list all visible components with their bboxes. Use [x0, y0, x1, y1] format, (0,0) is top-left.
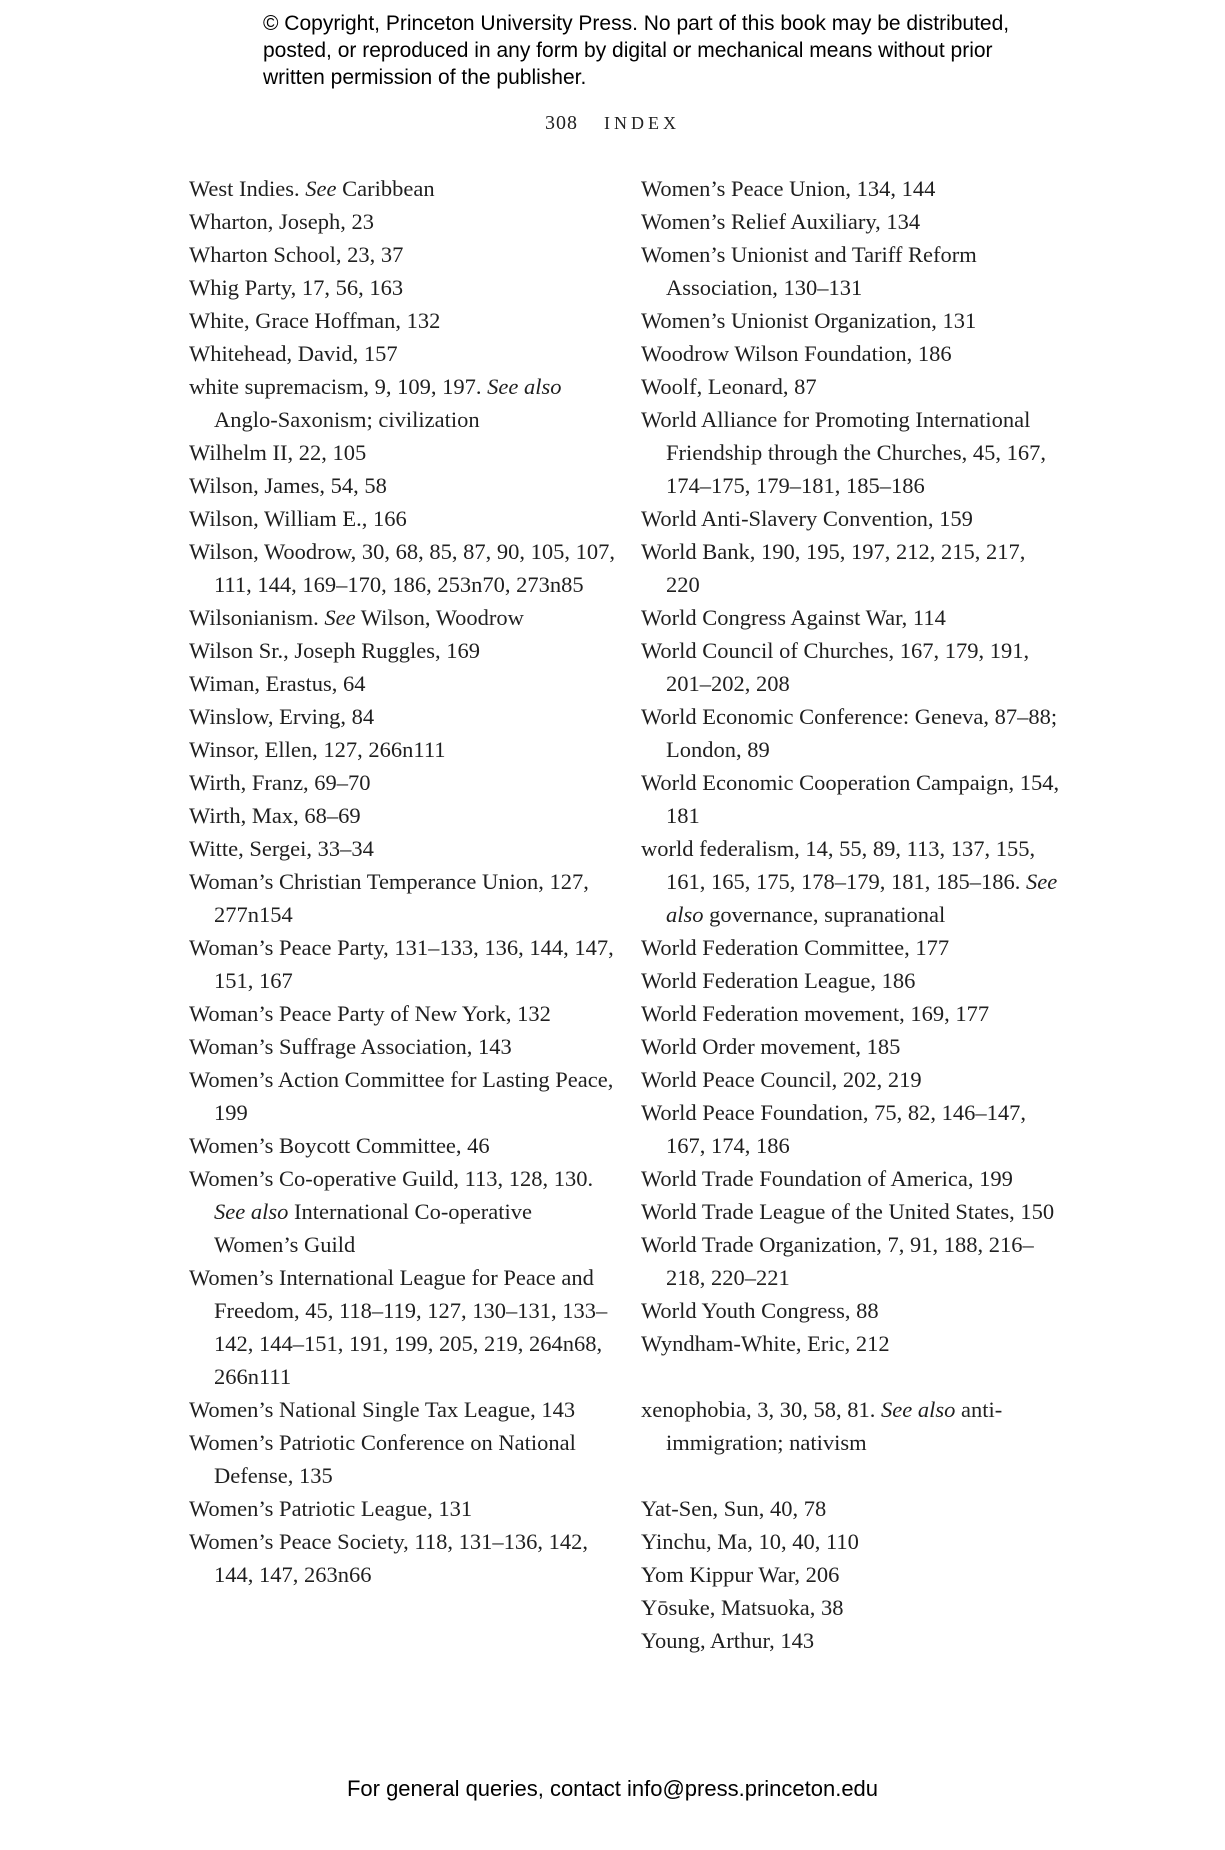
- index-entry: [641, 1096, 1061, 1162]
- index-entry: [641, 964, 1061, 997]
- copyright-notice: © Copyright, Princeton University Press. No part of this book may be distributed, posted, or reproduced in any form by digital or mechanical means without prior written permission of the publisher.: [263, 12, 1010, 89]
- entry-text: Women’s Unionist Organization, 131: [641, 308, 977, 333]
- index-entry: [641, 1162, 1061, 1195]
- entry-text: Woolf, Leonard, 87: [641, 374, 817, 399]
- index-entry: [641, 403, 1061, 502]
- index-entry: [641, 1591, 1061, 1624]
- footer-contact: For general queries, contact info@press.princeton.edu: [346, 1776, 879, 1801]
- entry-text: World Trade Foundation of America, 199: [641, 1166, 1013, 1191]
- entry-text: Wharton, Joseph, 23: [189, 209, 374, 234]
- entry-text: Women’s Peace Union, 134, 144: [641, 176, 936, 201]
- see-reference: See also: [880, 1397, 956, 1422]
- cross-reference-target: anti-immigration; nativism: [666, 1397, 1003, 1455]
- entry-text: white supremacism, 9, 109, 197.: [189, 374, 488, 399]
- cross-reference-target: Caribbean: [336, 176, 435, 201]
- entry-text: Women’s International League for Peace and Freedom, 45, 118–119, 127, 130–131, 133–142, 144–151, 191, 199, 205, 219, 264n68, 266n111: [189, 1265, 608, 1389]
- entry-text: Women’s Patriotic Conference on National Defense, 135: [189, 1430, 576, 1488]
- index-entry: [189, 634, 619, 667]
- entry-text: Woman’s Peace Party, 131–133, 136, 144, 147, 151, 167: [189, 935, 614, 993]
- index-column-right: [641, 172, 1061, 1657]
- index-entry: [189, 931, 619, 997]
- index-entry: [641, 337, 1061, 370]
- index-entry: [189, 172, 619, 205]
- entry-text: World Order movement, 185: [641, 1034, 901, 1059]
- entry-text: xenophobia, 3, 30, 58, 81.: [641, 1397, 881, 1422]
- entry-text: Women’s Unionist and Tariff Reform Association, 130–131: [641, 242, 977, 300]
- entry-text: World Federation Committee, 177: [641, 935, 950, 960]
- entry-text: World Peace Foundation, 75, 82, 146–147, 167, 174, 186: [641, 1100, 1027, 1158]
- index-entry: [641, 1228, 1061, 1294]
- index-entry: [189, 535, 619, 601]
- index-entry: [189, 469, 619, 502]
- index-entry: [641, 1393, 1061, 1459]
- index-entry: [641, 997, 1061, 1030]
- index-entry: [189, 304, 619, 337]
- cross-reference-target: International Co-operative Women’s Guild: [214, 1199, 533, 1257]
- cross-reference-target: governance, supranational: [703, 902, 946, 927]
- index-entry: [641, 1030, 1061, 1063]
- index-entry: [189, 997, 619, 1030]
- index-entry: [641, 1624, 1061, 1657]
- see-reference: See also: [666, 869, 1058, 927]
- entry-text: World Council of Churches, 167, 179, 191, 201–202, 208: [641, 638, 1030, 696]
- index-entry: [189, 733, 619, 766]
- entry-text: Wirth, Franz, 69–70: [189, 770, 371, 795]
- entry-text: World Economic Cooperation Campaign, 154, 181: [641, 770, 1060, 828]
- entry-text: Wilsonianism.: [189, 605, 325, 630]
- index-entry: [641, 634, 1061, 700]
- entry-text: Woman’s Christian Temperance Union, 127, 277n154: [189, 869, 589, 927]
- index-entry: [641, 1294, 1061, 1327]
- entry-text: Women’s Relief Auxiliary, 134: [641, 209, 921, 234]
- entry-text: World Anti-Slavery Convention, 159: [641, 506, 973, 531]
- index-entry: [189, 205, 619, 238]
- entry-text: World Peace Council, 202, 219: [641, 1067, 922, 1092]
- entry-text: Women’s Patriotic League, 131: [189, 1496, 473, 1521]
- see-reference: See also: [214, 1199, 289, 1224]
- index-entry: [189, 700, 619, 733]
- index-entry: [189, 337, 619, 370]
- index-entry: [641, 502, 1061, 535]
- index-entry: [189, 865, 619, 931]
- index-entry: [641, 238, 1061, 304]
- index-entry: [189, 1393, 619, 1426]
- index-entry: [641, 304, 1061, 337]
- entry-text: Whitehead, David, 157: [189, 341, 398, 366]
- index-entry: [641, 1063, 1061, 1096]
- index-entry: [641, 172, 1061, 205]
- entry-text: Yom Kippur War, 206: [641, 1562, 840, 1587]
- entry-text: World Congress Against War, 114: [641, 605, 946, 630]
- index-entry: [641, 1525, 1061, 1558]
- entry-text: Wiman, Erastus, 64: [189, 671, 366, 696]
- entry-text: World Bank, 190, 195, 197, 212, 215, 217, 220: [641, 539, 1026, 597]
- entry-text: Women’s Action Committee for Lasting Peace, 199: [189, 1067, 614, 1125]
- entry-text: Wilson, Woodrow, 30, 68, 85, 87, 90, 105, 107, 111, 144, 169–170, 186, 253n70, 273n85: [189, 539, 616, 597]
- index-entry: [641, 535, 1061, 601]
- index-entry: [641, 601, 1061, 634]
- entry-text: Yinchu, Ma, 10, 40, 110: [641, 1529, 859, 1554]
- page-number: 308: [545, 112, 578, 134]
- entry-text: World Alliance for Promoting International Friendship through the Churches, 45, 167, 174–175, 179–181, 185–186: [641, 407, 1046, 498]
- index-entry: [189, 832, 619, 865]
- entry-text: world federalism, 14, 55, 89, 113, 137, 155, 161, 165, 175, 178–179, 181, 185–186.: [641, 836, 1036, 894]
- entry-text: Young, Arthur, 143: [641, 1628, 815, 1653]
- index-entry: [189, 436, 619, 469]
- entry-text: Wirth, Max, 68–69: [189, 803, 361, 828]
- entry-text: World Economic Conference: Geneva, 87–88; London, 89: [641, 704, 1058, 762]
- index-entry: [189, 1525, 619, 1591]
- index-entry: [641, 832, 1061, 931]
- index-column-left: [189, 172, 619, 1591]
- index-entry: [189, 601, 619, 634]
- entry-text: Women’s Peace Society, 118, 131–136, 142, 144, 147, 263n66: [189, 1529, 588, 1587]
- entry-text: Women’s National Single Tax League, 143: [189, 1397, 576, 1422]
- index-entry: [641, 1492, 1061, 1525]
- see-reference: See: [305, 176, 337, 201]
- index-entry: [641, 1327, 1061, 1360]
- entry-text: World Federation movement, 169, 177: [641, 1001, 990, 1026]
- index-entry: [189, 1063, 619, 1129]
- entry-text: Wilson, William E., 166: [189, 506, 407, 531]
- index-entry: [641, 205, 1061, 238]
- index-entry: [641, 1558, 1061, 1591]
- entry-text: Woman’s Peace Party of New York, 132: [189, 1001, 551, 1026]
- entry-text: World Trade League of the United States, 150: [641, 1199, 1055, 1224]
- index-entry: [189, 271, 619, 304]
- see-reference: See: [324, 605, 356, 630]
- entry-text: World Federation League, 186: [641, 968, 916, 993]
- entry-text: Wilson Sr., Joseph Ruggles, 169: [189, 638, 480, 663]
- section-title: INDEX: [604, 113, 680, 133]
- index-entry: [189, 370, 619, 436]
- entry-text: Woman’s Suffrage Association, 143: [189, 1034, 512, 1059]
- entry-text: World Trade Organization, 7, 91, 188, 216–218, 220–221: [641, 1232, 1034, 1290]
- entry-text: Yōsuke, Matsuoka, 38: [641, 1595, 844, 1620]
- entry-text: Wilhelm II, 22, 105: [189, 440, 367, 465]
- entry-text: Woodrow Wilson Foundation, 186: [641, 341, 952, 366]
- entry-text: Wilson, James, 54, 58: [189, 473, 387, 498]
- entry-text: Winslow, Erving, 84: [189, 704, 375, 729]
- cross-reference-target: Wilson, Woodrow: [355, 605, 524, 630]
- entry-text: Wyndham-White, Eric, 212: [641, 1331, 890, 1356]
- index-entry: [641, 766, 1061, 832]
- running-head: [0, 112, 1225, 135]
- index-entry: [641, 931, 1061, 964]
- index-entry: [189, 766, 619, 799]
- entry-text: Winsor, Ellen, 127, 266n111: [189, 737, 446, 762]
- see-reference: See also: [487, 374, 562, 399]
- entry-text: Whig Party, 17, 56, 163: [189, 275, 404, 300]
- index-entry: [189, 1162, 619, 1261]
- entry-text: White, Grace Hoffman, 132: [189, 308, 441, 333]
- index-entry: [189, 502, 619, 535]
- entry-text: West Indies.: [189, 176, 306, 201]
- entry-text: Women’s Co-operative Guild, 113, 128, 130.: [189, 1166, 594, 1191]
- index-entry: [189, 1030, 619, 1063]
- index-entry: [641, 1195, 1061, 1228]
- index-entry: [189, 1492, 619, 1525]
- index-entry: [189, 667, 619, 700]
- index-entry: [189, 238, 619, 271]
- index-entry: [641, 700, 1061, 766]
- index-entry: [189, 1261, 619, 1393]
- entry-text: Women’s Boycott Committee, 46: [189, 1133, 490, 1158]
- cross-reference-target: Anglo-Saxonism; civilization: [214, 407, 480, 432]
- entry-text: Wharton School, 23, 37: [189, 242, 404, 267]
- index-entry: [189, 1426, 619, 1492]
- index-entry: [189, 799, 619, 832]
- index-entry: [641, 370, 1061, 403]
- entry-text: Witte, Sergei, 33–34: [189, 836, 374, 861]
- entry-text: Yat-Sen, Sun, 40, 78: [641, 1496, 827, 1521]
- index-entry: [189, 1129, 619, 1162]
- entry-text: World Youth Congress, 88: [641, 1298, 879, 1323]
